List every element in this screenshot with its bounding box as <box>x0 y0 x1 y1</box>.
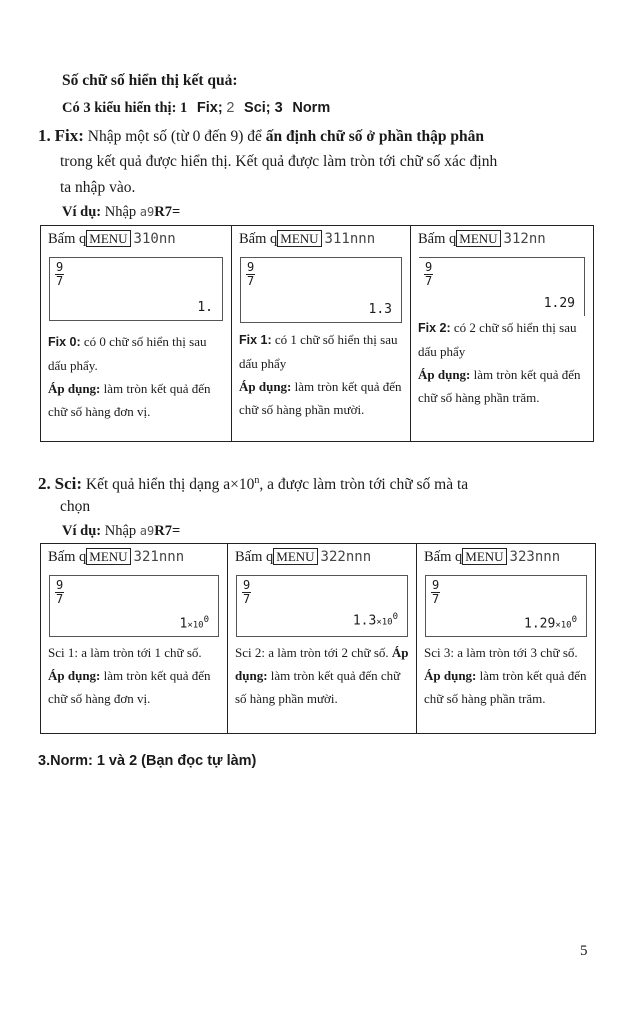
input-fraction: $\frac{9}{7}$ <box>243 578 251 606</box>
section1-title: Fix: <box>54 126 84 145</box>
section2-formula: $a\times 10^n$ <box>223 475 260 494</box>
input-fraction: $\frac{9}{7}$ <box>247 260 255 288</box>
keystroke: Bấm q MENU 323nnn <box>424 549 561 565</box>
cell-description: Fix 1: có 1 chữ số hiển thị sau dấu phẩy Áp dụng: làm tròn kết quả đến chữ số hàng phần mười. <box>239 332 402 417</box>
intro-modes <box>62 97 330 119</box>
mode-sci: Sci; 3 <box>244 100 283 116</box>
menu-key: MENU <box>273 548 317 565</box>
modes-label: Có 3 kiểu hiển thị: 1 <box>62 100 188 116</box>
cell-description: Fix 2: có 2 chữ số hiển thị sau dấu phẩy Áp dụng: làm tròn kết quả đến chữ số hàng phần trăm. <box>418 320 581 405</box>
calculator-screen <box>419 257 585 316</box>
input-fraction: $\frac{9}{7}$ <box>425 260 433 288</box>
calculator-screen <box>49 575 219 637</box>
section1-line3: ta nhập vào. <box>60 179 136 196</box>
menu-key: MENU <box>456 230 500 247</box>
page-number: 5 <box>580 943 588 959</box>
fix-example-table <box>40 225 594 442</box>
calculator-screen <box>236 575 408 637</box>
fix-cell-1 <box>232 226 411 442</box>
cell-description: Fix 0: có 0 chữ số hiển thị sau dấu phẩy. Áp dụng: làm tròn kết quả đến chữ số hàng đơn vị. <box>48 334 211 419</box>
screen-result: 1.3 <box>368 302 392 317</box>
screen-result: 1. <box>197 300 213 315</box>
calculator-screen <box>240 257 402 323</box>
example-tail: R7= <box>154 523 181 539</box>
sci-cell-2 <box>417 544 596 734</box>
section1-text-a: Nhập một số (từ 0 đến 9) để <box>87 128 262 145</box>
menu-key: MENU <box>86 230 130 247</box>
menu-key: MENU <box>462 548 506 565</box>
section1-line1 <box>38 123 591 150</box>
key-code: 311nnn <box>324 231 376 247</box>
section2-line1 <box>38 468 591 498</box>
key-code: 322nnn <box>320 549 372 565</box>
keystroke: Bấm q MENU 321nnn <box>48 549 185 565</box>
menu-key: MENU <box>277 230 321 247</box>
intro-heading: Số chữ số hiển thị kết quả: <box>62 72 238 89</box>
example-label: Ví dụ: <box>62 523 102 539</box>
key-code: 312nn <box>503 231 546 247</box>
input-fraction: $\frac{9}{7}$ <box>56 578 64 606</box>
key-code: 310nn <box>133 231 176 247</box>
section1-example <box>62 201 180 223</box>
section1-text-bold: ấn định chữ số ở phần thập phân <box>265 128 485 145</box>
section3-norm: 3.Norm: 1 và 2 (Bạn đọc tự làm) <box>38 753 257 769</box>
section2-example <box>62 520 180 542</box>
calculator-screen <box>49 257 223 321</box>
section1-number: 1. <box>38 126 51 145</box>
example-tail: R7= <box>154 204 181 220</box>
sci-cell-0 <box>41 544 228 734</box>
fix-cell-2 <box>411 226 594 442</box>
keystroke: Bấm q MENU 310nn <box>48 231 176 247</box>
mode-fix: Fix; <box>196 100 223 116</box>
screen-result: $1.29\times 10^0$ <box>524 614 577 631</box>
input-fraction: $\frac{9}{7}$ <box>56 260 64 288</box>
screen-result: $1\times 10^0$ <box>179 614 209 631</box>
example-label: Ví dụ: <box>62 204 102 220</box>
sci-cell-1 <box>228 544 417 734</box>
keystroke: Bấm q MENU 311nnn <box>239 231 376 247</box>
section2-title: Sci: <box>54 474 83 494</box>
example-code: a9 <box>139 524 155 538</box>
example-verb: Nhập <box>104 204 137 220</box>
keystroke: Bấm q MENU 312nn <box>418 231 546 247</box>
screen-result: 1.29 <box>543 296 575 311</box>
cell-description: Sci 2: a làm tròn tới 2 chữ số. Áp dụng: làm tròn kết quả đến chữ số hàng phần mười. <box>235 645 409 706</box>
screen-result: $1.3\times 10^0$ <box>352 611 398 628</box>
section2-number: 2. <box>38 474 51 494</box>
section1-line2: trong kết quả được hiển thị. Kết quả được làm tròn tới chữ số xác định <box>60 153 498 170</box>
section2-text-b: , a được làm tròn tới chữ số mà ta <box>259 476 469 494</box>
mode-two: 2 <box>226 100 235 116</box>
cell-description: Sci 3: a làm tròn tới 3 chữ số. Áp dụng: làm tròn kết quả đến chữ số hàng phần trăm. <box>424 645 587 706</box>
cell-description: Sci 1: a làm tròn tới 1 chữ số. Áp dụng: làm tròn kết quả đến chữ số hàng đơn vị. <box>48 645 211 706</box>
key-code: 323nnn <box>509 549 561 565</box>
section2-line2: chọn <box>60 498 91 515</box>
example-code: a9 <box>139 205 155 219</box>
fix-cell-0 <box>41 226 232 442</box>
keystroke: Bấm q MENU 322nnn <box>235 549 372 565</box>
sci-example-table <box>40 543 596 734</box>
mode-norm: Norm <box>292 100 331 116</box>
calculator-screen <box>425 575 587 637</box>
input-fraction: $\frac{9}{7}$ <box>432 578 440 606</box>
menu-key: MENU <box>86 548 130 565</box>
key-code: 321nnn <box>133 549 185 565</box>
section2-text-a: Kết quả hiển thị dạng <box>85 476 220 494</box>
example-verb: Nhập <box>104 523 137 539</box>
